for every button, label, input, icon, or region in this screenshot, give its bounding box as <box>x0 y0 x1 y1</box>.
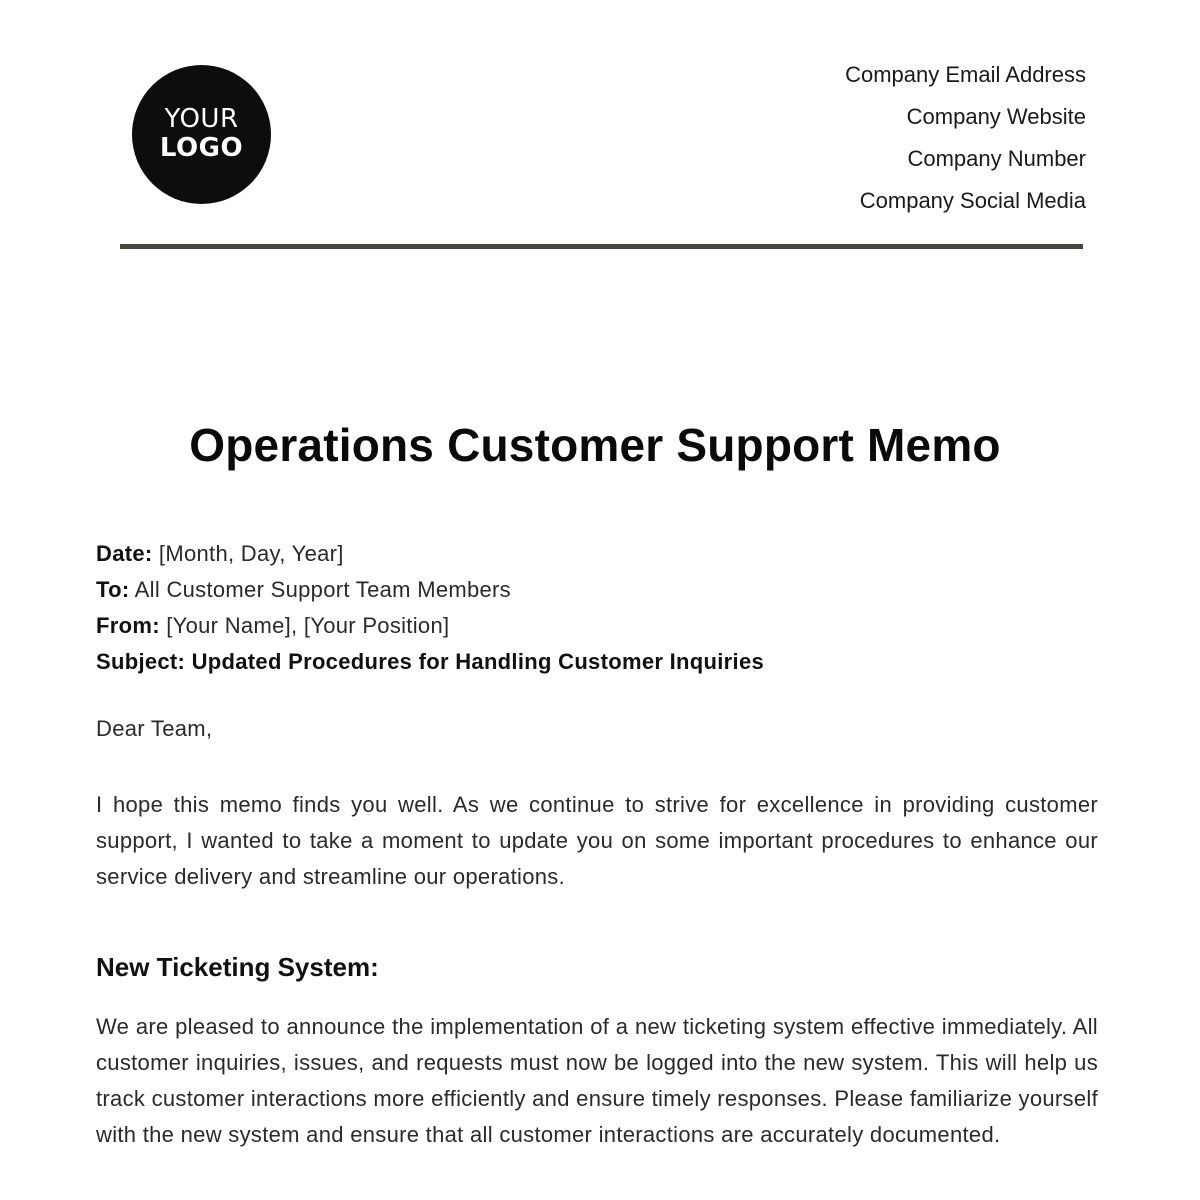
company-social-media: Company Social Media <box>859 188 1086 213</box>
meta-to <box>96 572 764 608</box>
section-heading-ticketing: New Ticketing System: <box>96 952 379 982</box>
company-website: Company Website <box>906 104 1086 129</box>
memo-title: Operations Customer Support Memo <box>189 419 1001 471</box>
company-email: Company Email Address <box>845 62 1086 87</box>
to-label: To: <box>96 577 130 602</box>
company-contact-block <box>845 54 1086 222</box>
date-label: Date: <box>96 541 153 566</box>
section-body-ticketing: We are pleased to announce the implementation of a new ticketing system effective immediately. All customer inquiries, issues, and requests must now be logged into the new system. This will help us track customer interactions more efficiently and ensure timely responses. Please familiarize yourself with the new system and ensure that all customer interactions are accurately documented. <box>96 1014 1098 1147</box>
from-value: [Your Name], [Your Position] <box>159 613 450 638</box>
company-logo <box>132 65 271 204</box>
date-value: [Month, Day, Year] <box>152 541 344 566</box>
from-label: From: <box>96 613 160 638</box>
to-value: All Customer Support Team Members <box>129 577 511 602</box>
memo-meta <box>96 536 764 680</box>
meta-subject: Subject: Updated Procedures for Handling Customer Inquiries <box>96 649 765 674</box>
meta-from <box>96 608 764 644</box>
meta-date <box>96 536 764 572</box>
company-number: Company Number <box>907 146 1086 171</box>
logo-line-2: LOGO <box>159 133 244 163</box>
greeting: Dear Team, <box>96 716 213 741</box>
intro-paragraph: I hope this memo finds you well. As we continue to strive for excellence in providing customer support, I wanted to take a moment to update you on some important procedures to enhance our service delivery and streamline our operations. <box>96 792 1098 889</box>
header-divider <box>120 244 1083 249</box>
logo-line-1: YOUR <box>164 104 239 134</box>
